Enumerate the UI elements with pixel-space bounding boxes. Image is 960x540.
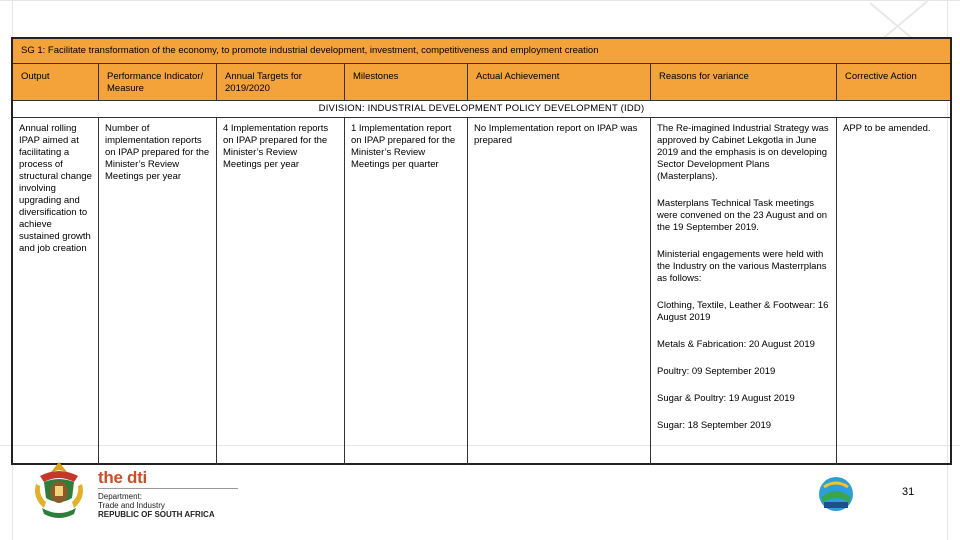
dept-line-2: Trade and Industry [98,501,165,510]
dti-brand-name: the dti [98,468,147,487]
performance-table [11,37,952,465]
header-output: Output [13,64,99,101]
variance-paragraph: Poultry: 09 September 2019 [657,366,776,377]
cell-corrective: APP to be amended. [843,123,931,134]
dti-department-text [98,492,215,519]
strategic-goal-title: SG 1: Facilitate transformation of the economy, to promote industrial development, investment, competitiveness and employment creation [13,39,950,64]
cell-achievement: No Implementation report on IPAP was prepared [468,118,651,465]
cell-milestones: 1 Implementation report on IPAP prepared for the Minister’s Review Meetings per quarter [345,118,468,465]
dti-logo [30,458,250,522]
variance-paragraph: Ministerial engagements were held with the Industry on the various Masterrplans as follows: [657,249,827,284]
cell-variance [651,118,837,465]
dept-line-3: REPUBLIC OF SOUTH AFRICA [98,510,215,519]
dti-divider [98,488,238,489]
cell-indicator: Number of implementation reports on IPAP prepared for the Minister’s Review Meetings per year [99,118,217,465]
header-achievement: Actual Achievement [468,64,651,101]
variance-paragraph: Clothing, Textile, Leather & Footwear: 16 August 2019 [657,300,829,323]
variance-paragraph: Sugar & Poultry: 19 August 2019 [657,393,795,404]
header-targets: Annual Targets for 2019/2020 [217,64,345,101]
variance-paragraph: Masterplans Technical Task meetings were convened on the 23 August and on the 19 September 2019. [657,198,828,233]
division-row: DIVISION: INDUSTRIAL DEVELOPMENT POLICY DEVELOPMENT (IDD) [13,101,950,118]
cell-targets: 4 Implementation reports on IPAP prepared for the Minister’s Review Meetings per year [217,118,345,465]
header-indicator: Performance Indicator/ Measure [99,64,217,101]
cell-output: Annual rolling IPAP aimed at facilitating a process of structural change involving upgrading and diversification to achieve sustained growth and job creation [13,118,99,465]
page-number: 31 [902,486,915,498]
coat-of-arms-icon [30,458,88,522]
dept-line-1: Department: [98,492,143,501]
header-corrective: Corrective Action [837,64,950,101]
variance-paragraph: Sugar: 18 September 2019 [657,420,772,431]
background-line-top [0,0,960,1]
variance-paragraph: The Re-imagined Industrial Strategy was approved by Cabinet Lekgotla in June 2019 and the emphasis is on developing Sector Development Plans (Masterplans). [657,123,829,182]
header-variance: Reasons for variance [651,64,837,101]
ndp-2030-logo-icon [816,475,856,513]
header-milestones: Milestones [345,64,468,101]
variance-paragraph: Metals & Fabrication: 20 August 2019 [657,339,815,350]
